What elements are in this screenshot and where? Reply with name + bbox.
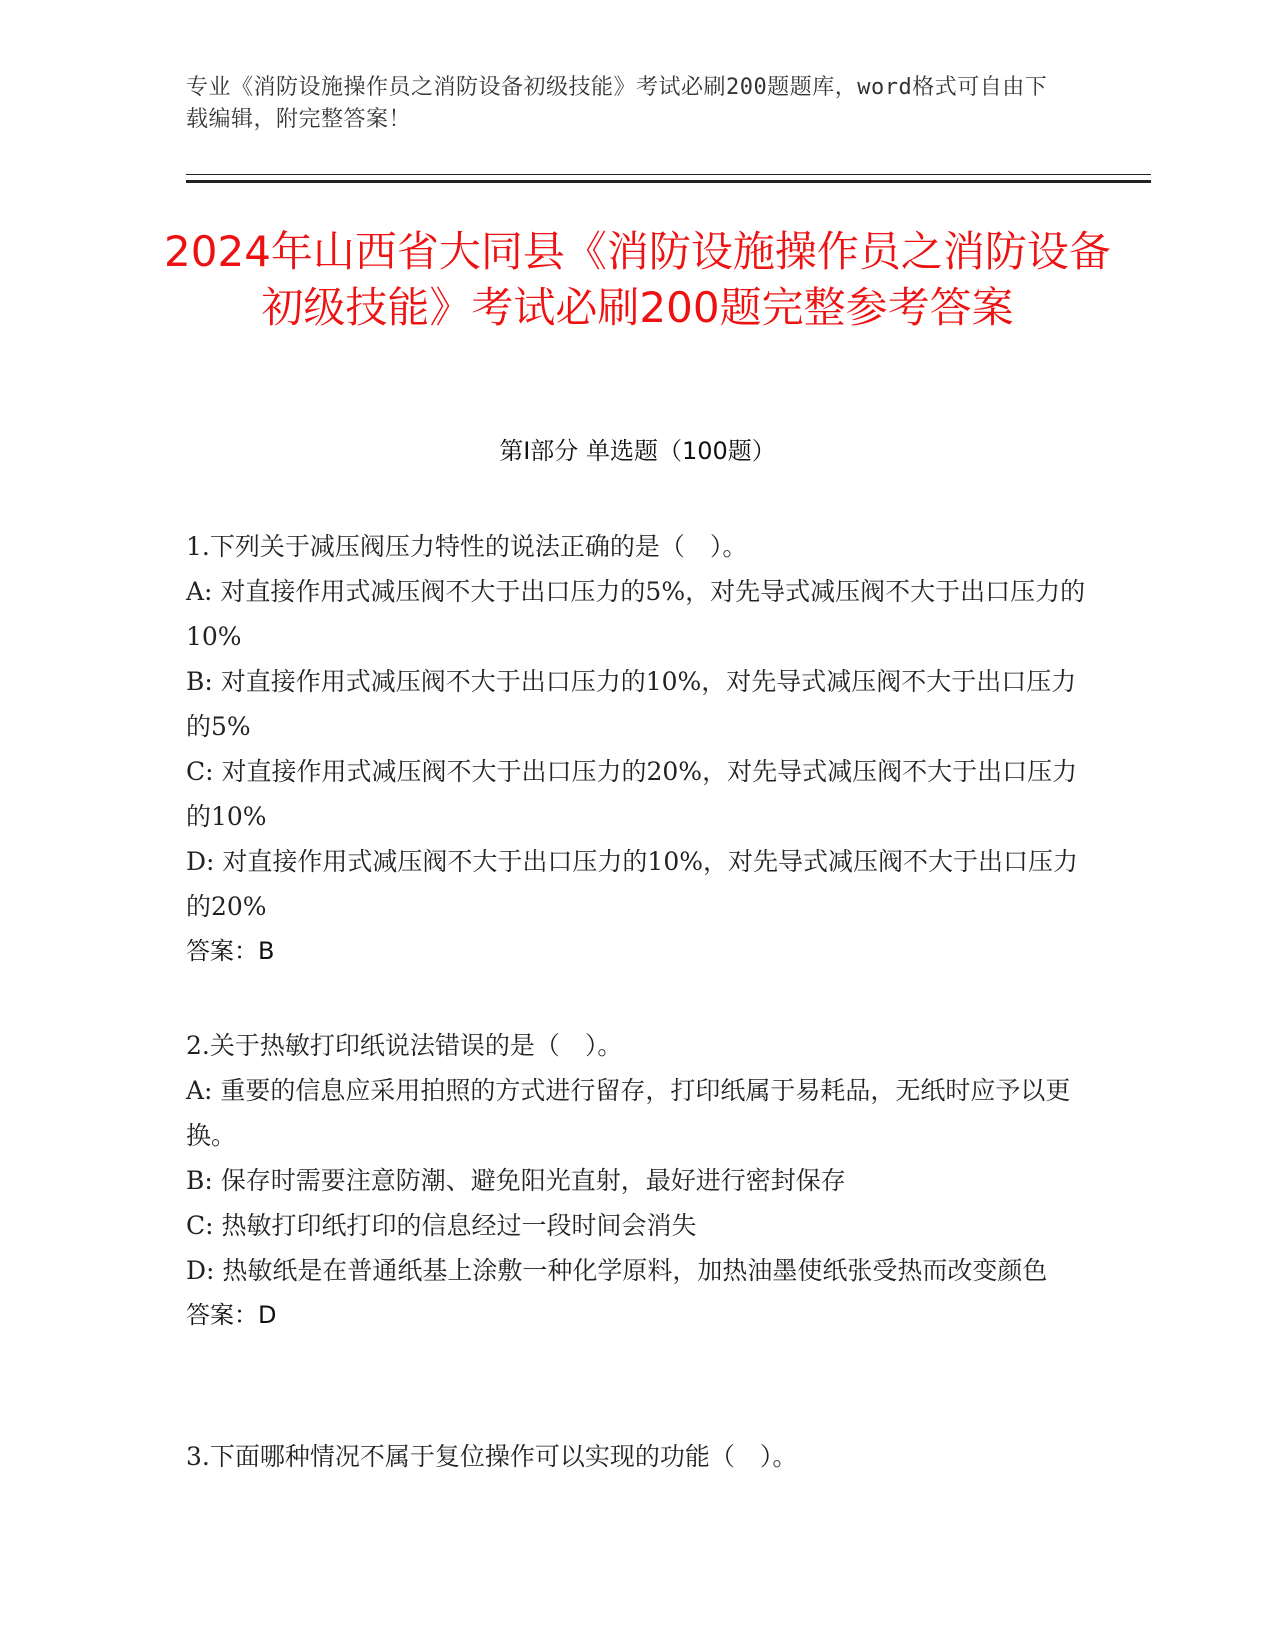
option-a: A: 对直接作用式减压阀不大于出口压力的5%，对先导式减压阀不大于出口压力的10% <box>186 577 1086 651</box>
option-a: A: 重要的信息应采用拍照的方式进行留存，打印纸属于易耗品，无纸时应予以更换。 <box>186 1076 1071 1150</box>
question-1 <box>186 524 1086 974</box>
header-note: 专业《消防设施操作员之消防设备初级技能》考试必刷200题题库，word格式可自由下载编辑，附完整答案！ <box>186 75 1048 132</box>
header-divider-thick <box>186 180 1151 183</box>
header-divider-thin <box>186 174 1151 175</box>
option-d: D: 对直接作用式减压阀不大于出口压力的10%，对先导式减压阀不大于出口压力的20% <box>186 847 1078 921</box>
section-title: 第I部分 单选题（100题） <box>499 437 776 465</box>
document-title: 2024年山西省大同县《消防设施操作员之消防设备初级技能》考试必刷200题完整参考答案 <box>164 227 1111 332</box>
question-stem: 2.关于热敏打印纸说法错误的是（ ）。 <box>186 1031 623 1060</box>
option-b: B: 保存时需要注意防潮、避免阳光直射，最好进行密封保存 <box>186 1166 846 1195</box>
option-b: B: 对直接作用式减压阀不大于出口压力的10%，对先导式减压阀不大于出口压力的5% <box>186 667 1077 741</box>
question-stem: 1.下列关于减压阀压力特性的说法正确的是（ ）。 <box>186 532 748 561</box>
answer: 答案：B <box>186 937 275 965</box>
answer: 答案：D <box>186 1301 277 1329</box>
option-c: C: 热敏打印纸打印的信息经过一段时间会消失 <box>186 1211 697 1240</box>
option-d: D: 热敏纸是在普通纸基上涂敷一种化学原料，加热油墨使纸张受热而改变颜色 <box>186 1256 1048 1285</box>
question-3 <box>186 1434 1086 1479</box>
question-stem: 3.下面哪种情况不属于复位操作可以实现的功能（ ）。 <box>186 1442 798 1471</box>
option-c: C: 对直接作用式减压阀不大于出口压力的20%，对先导式减压阀不大于出口压力的10% <box>186 757 1078 831</box>
question-2 <box>186 1023 1086 1338</box>
